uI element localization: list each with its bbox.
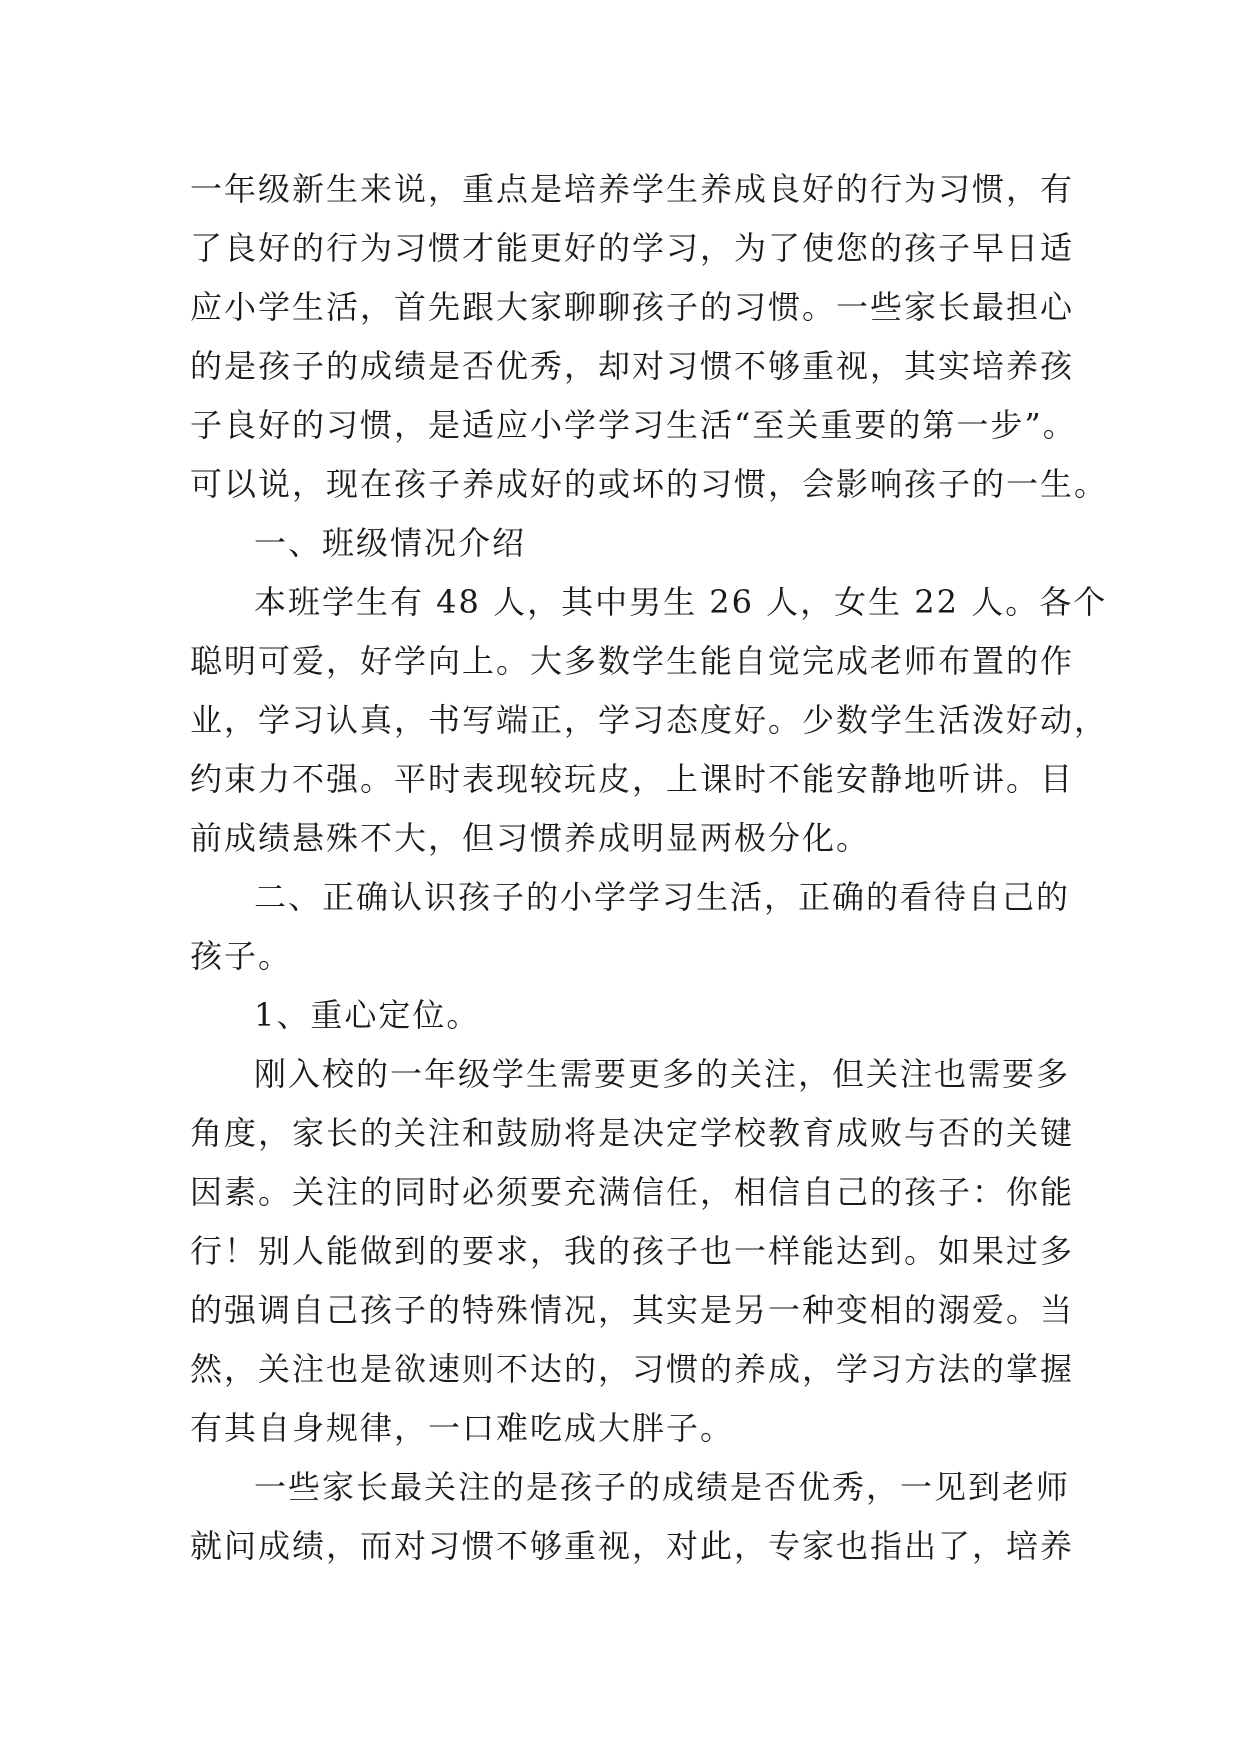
- heading-text: 二、正确认识孩子的小学学习生活，正确的看待自己的: [254, 878, 1071, 916]
- paragraph-intro: [190, 160, 1109, 514]
- section-heading-understanding: [190, 868, 1071, 986]
- paragraph-attention: [190, 1045, 1075, 1458]
- text-line: 角度，家长的关注和鼓励将是决定学校教育成败与否的关键: [190, 1114, 1075, 1152]
- text-line: 聪明可爱，好学向上。大多数学生能自觉完成老师布置的作: [190, 642, 1075, 680]
- text-line: 因素。关注的同时必须要充满信任，相信自己的孩子：你能: [190, 1173, 1075, 1211]
- text-line: 刚入校的一年级学生需要更多的关注，但关注也需要多: [254, 1055, 1071, 1093]
- text-line: 的是孩子的成绩是否优秀，却对习惯不够重视，其实培养孩: [190, 347, 1075, 385]
- text-line: 就问成绩，而对习惯不够重视，对此，专家也指出了，培养: [190, 1527, 1075, 1565]
- heading-text: 孩子。: [190, 937, 293, 975]
- paragraph-class-info: [190, 573, 1109, 868]
- text-line: 然，关注也是欲速则不达的，习惯的养成，学习方法的掌握: [190, 1350, 1075, 1388]
- text-line: 应小学生活，首先跟大家聊聊孩子的习惯。一些家长最担心: [190, 288, 1075, 326]
- text-line: 约束力不强。平时表现较玩皮，上课时不能安静地听讲。目: [190, 760, 1075, 798]
- section-heading-class-intro: [190, 514, 1050, 573]
- subheading-focus: [190, 986, 1050, 1045]
- text-line: 的强调自己孩子的特殊情况，其实是另一种变相的溺爱。当: [190, 1291, 1075, 1329]
- text-line: 了良好的行为习惯才能更好的学习，为了使您的孩子早日适: [190, 229, 1075, 267]
- document-body: [190, 160, 1109, 1576]
- text-line: 前成绩悬殊不大，但习惯养成明显两极分化。: [190, 819, 871, 857]
- text-line: 子良好的习惯，是适应小学学习生活“至关重要的第一步”。: [190, 406, 1077, 444]
- text-line: 一年级新生来说，重点是培养学生养成良好的行为习惯，有: [190, 170, 1075, 208]
- text-line: 业，学习认真，书写端正，学习态度好。少数学生活泼好动，: [190, 701, 1109, 739]
- text-line: 一些家长最关注的是孩子的成绩是否优秀，一见到老师: [254, 1468, 1071, 1506]
- text-line: 行！别人能做到的要求，我的孩子也一样能达到。如果过多: [190, 1232, 1075, 1270]
- paragraph-grades: [190, 1458, 1075, 1576]
- text-line: 本班学生有 48 人，其中男生 26 人，女生 22 人。各个: [254, 583, 1108, 621]
- text-line: 可以说，现在孩子养成好的或坏的习惯，会影响孩子的一生。: [190, 465, 1109, 503]
- heading-text: 一、班级情况介绍: [254, 524, 527, 562]
- subheading-text: 1、重心定位。: [254, 996, 481, 1034]
- text-line: 有其自身规律，一口难吃成大胖子。: [190, 1409, 735, 1447]
